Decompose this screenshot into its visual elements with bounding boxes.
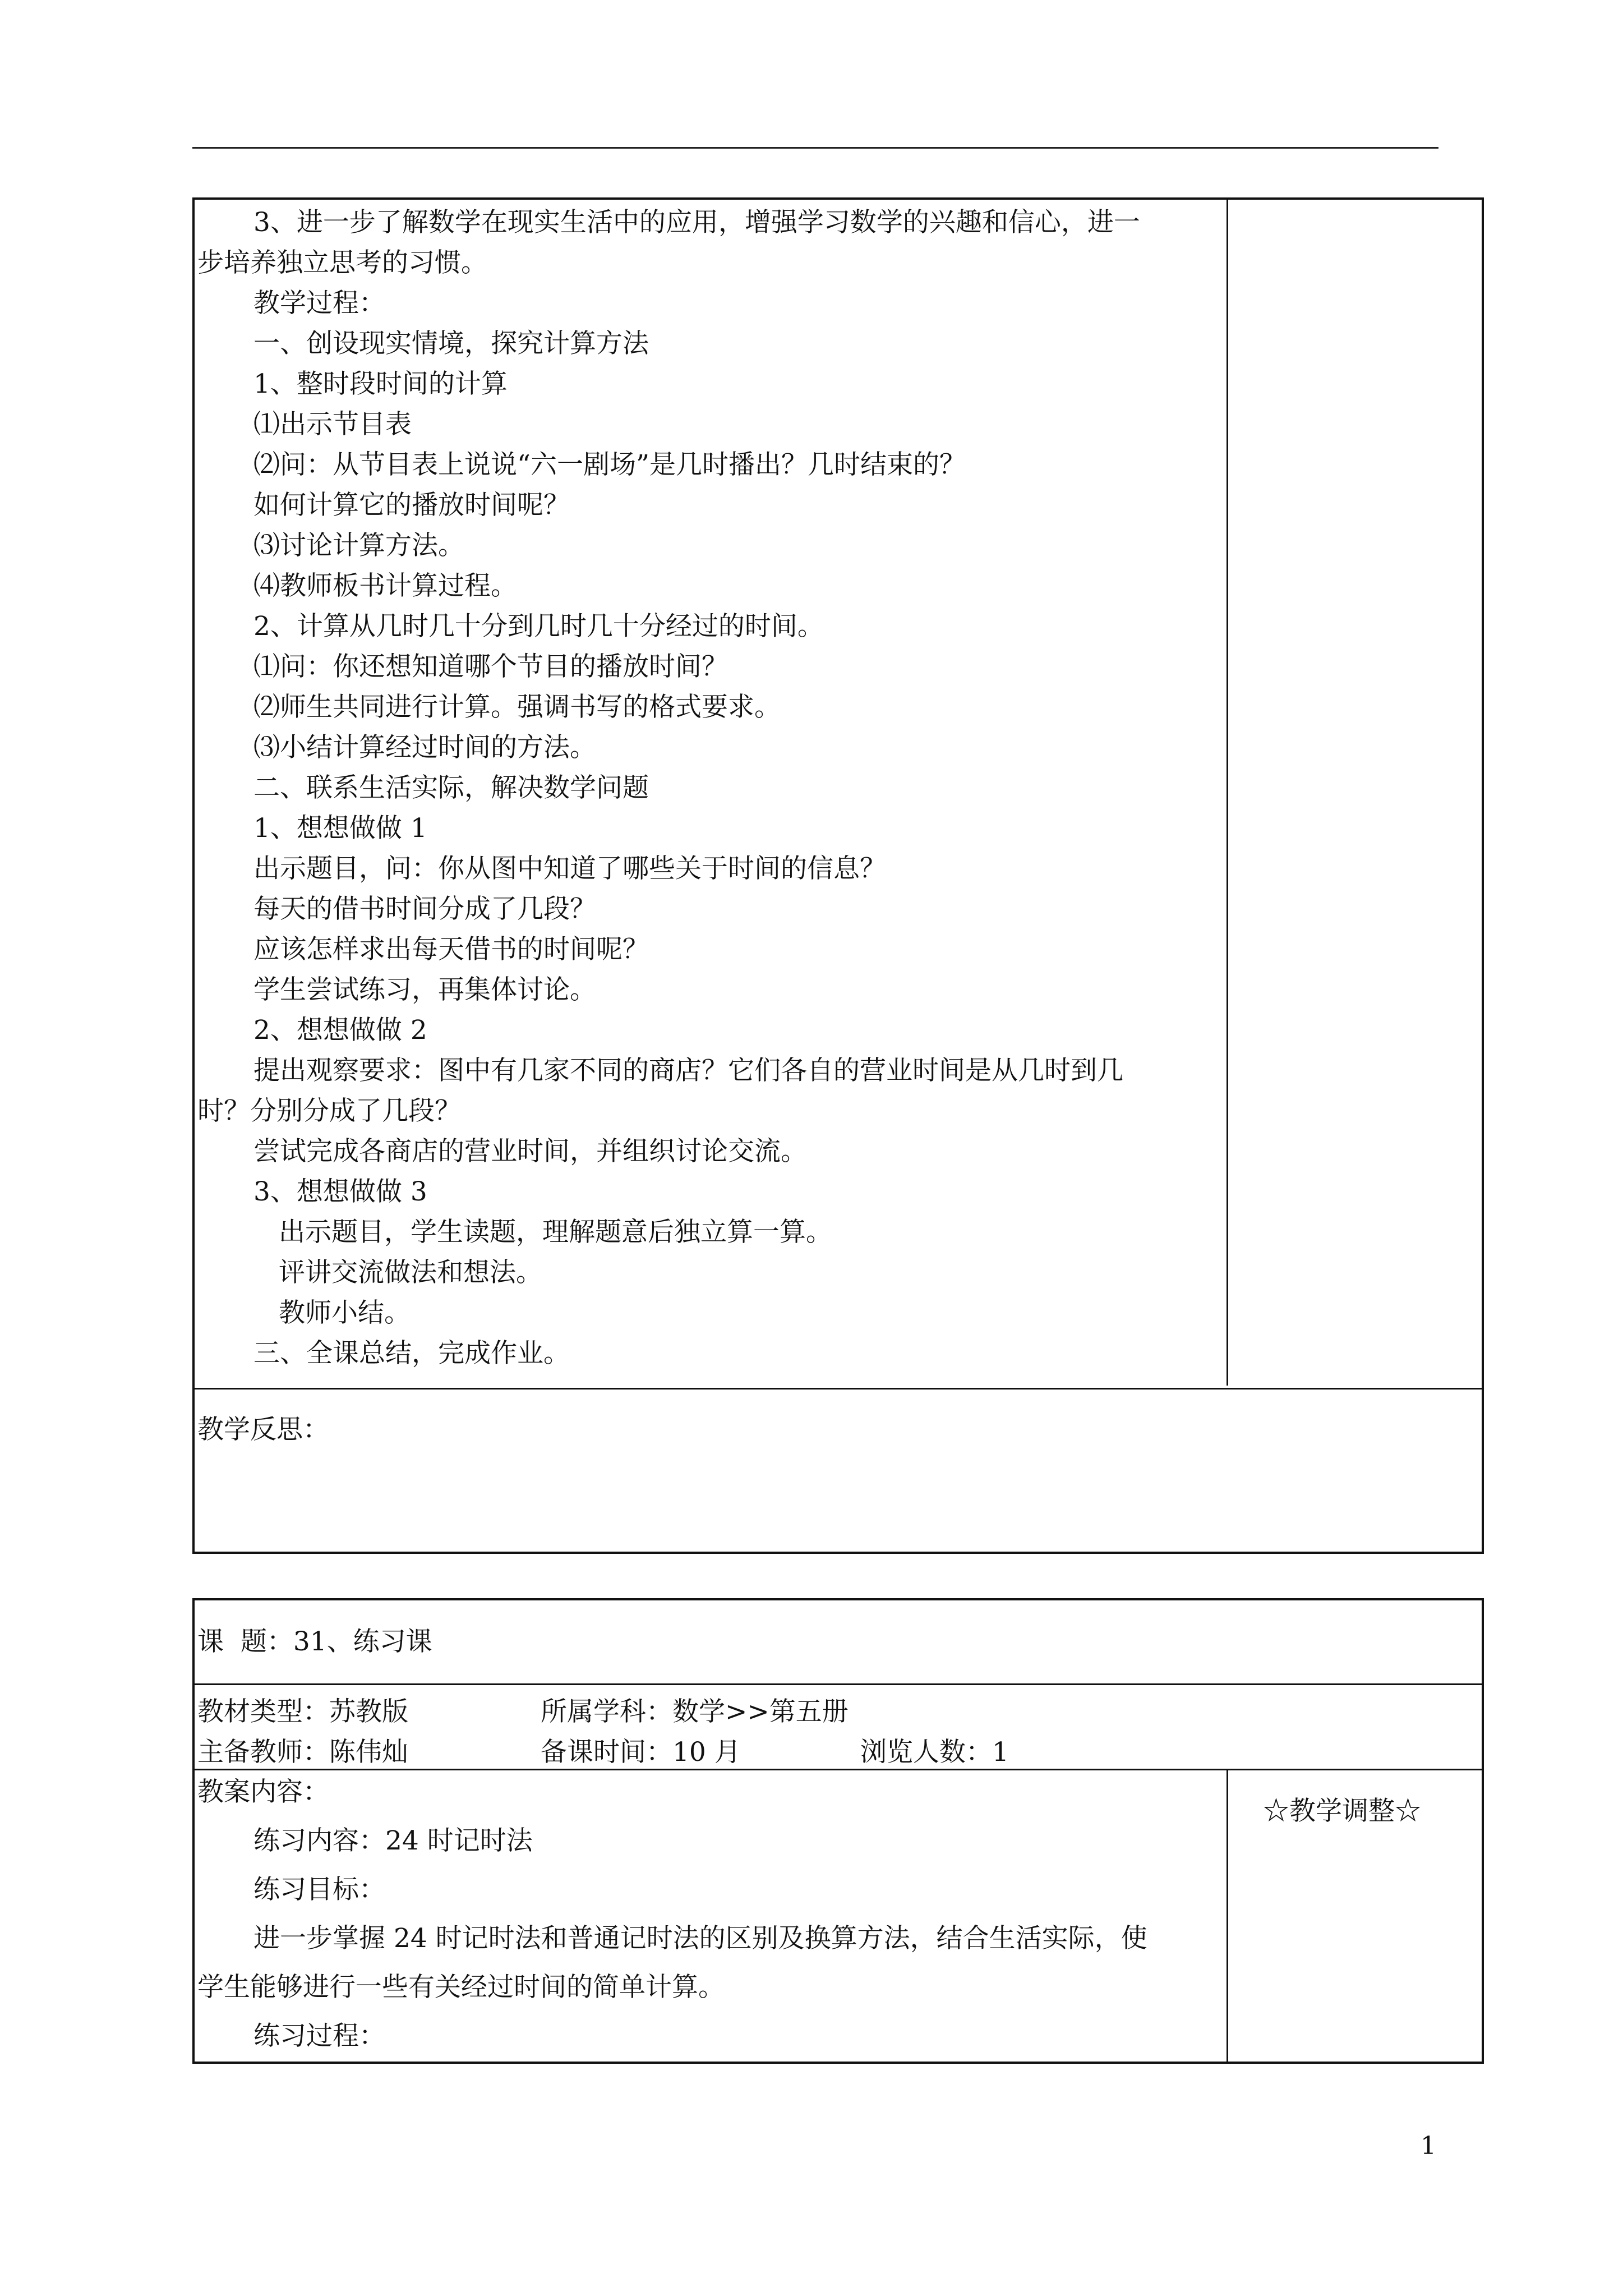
text-line: 2、计算从几时几十分到几时几十分经过的时间。 (253, 611, 824, 642)
text-line: 提出观察要求：图中有几家不同的商店？它们各自的营业时间是从几时到几 (253, 1055, 1123, 1086)
text-line: ⑶小结计算经过时间的方法。 (253, 732, 596, 763)
teacher: 主备教师：陈伟灿 (197, 1737, 408, 1768)
text-line: 练习过程： (253, 2021, 385, 2051)
text-line: ⑷教师板书计算过程。 (253, 570, 517, 601)
material-type: 教材类型：苏教版 (197, 1696, 408, 1727)
text-line: 如何计算它的播放时间呢？ (253, 490, 570, 521)
adjust-label: ☆教学调整☆ (1263, 1796, 1421, 1826)
text-line: 2、想想做做 2 (253, 1015, 427, 1046)
text-line: ⑵问：从节目表上说说“六一剧场”是几时播出？几时结束的？ (253, 449, 966, 480)
text-line: 进一步掌握 24 时记时法和普通记时法的区别及换算方法，结合生活实际，使 (253, 1923, 1147, 1954)
text-line: 练习目标： (253, 1874, 385, 1905)
page-number: 1 (1421, 2132, 1436, 2160)
header-rule (192, 147, 1438, 149)
column-divider (1227, 1769, 1228, 2062)
text-line: 练习内容：24 时记时法 (253, 1825, 533, 1856)
text-line: 步培养独立思考的习惯。 (197, 247, 487, 278)
view-count: 浏览人数：1 (860, 1737, 1009, 1768)
reflection-label: 教学反思： (197, 1414, 329, 1445)
text-line: 出示题目，问：你从图中知道了哪些关于时间的信息？ (253, 853, 886, 884)
text-line: 1、整时段时间的计算 (253, 369, 508, 399)
prep-time: 备课时间：10 月 (541, 1737, 741, 1768)
column-divider (1227, 200, 1228, 1386)
text-line: 尝试完成各商店的营业时间，并组织讨论交流。 (253, 1136, 807, 1167)
text-line: 1、想想做做 1 (253, 813, 427, 844)
text-line: ⑴出示节目表 (253, 409, 412, 440)
text-line: 3、进一步了解数学在现实生活中的应用，增强学习数学的兴趣和信心，进一 (253, 207, 1140, 238)
text-line: 时？分别分成了几段？ (197, 1096, 461, 1126)
text-line: 应该怎样求出每天借书的时间呢？ (253, 934, 649, 965)
text-line: 评讲交流做法和想法。 (279, 1257, 542, 1288)
text-line: 教师小结。 (279, 1297, 411, 1328)
text-line: ⑴问：你还想知道哪个节目的播放时间？ (253, 651, 728, 682)
text-line: ⑶讨论计算方法。 (253, 530, 464, 561)
text-line: 每天的借书时间分成了几段？ (253, 894, 596, 924)
text-line: 3、想想做做 3 (253, 1176, 427, 1207)
content-label: 教案内容： (197, 1777, 329, 1807)
text-line: 三、全课总结，完成作业。 (253, 1338, 570, 1369)
text-line: 教学过程： (253, 288, 385, 319)
row-divider (195, 1388, 1482, 1389)
lesson-topic: 课 题：31、练习课 (197, 1626, 432, 1657)
text-line: 学生尝试练习，再集体讨论。 (253, 974, 596, 1005)
lesson-table-continued (192, 197, 1484, 1554)
subject: 所属学科：数学>>第五册 (541, 1696, 849, 1727)
row-divider (195, 1683, 1482, 1685)
text-line: 二、联系生活实际，解决数学问题 (253, 772, 649, 803)
text-line: 一、创设现实情境，探究计算方法 (253, 328, 649, 359)
text-line: ⑵师生共同进行计算。强调书写的格式要求。 (253, 692, 781, 723)
text-line: 学生能够进行一些有关经过时间的简单计算。 (197, 1972, 725, 2003)
lesson-plan-table (192, 1598, 1484, 2064)
text-line: 出示题目，学生读题，理解题意后独立算一算。 (279, 1217, 832, 1248)
